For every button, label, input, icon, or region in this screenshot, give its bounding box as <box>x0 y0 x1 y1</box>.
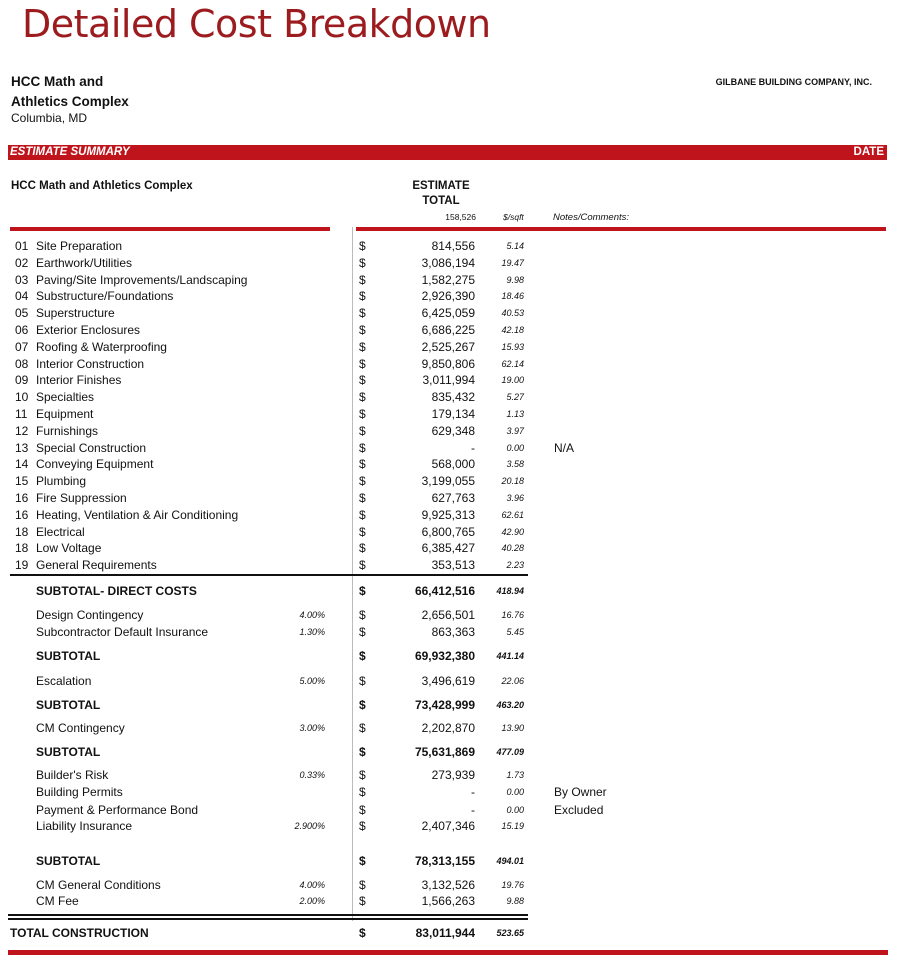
percentage: 2.900% <box>294 821 325 831</box>
table-row <box>0 541 900 557</box>
percentage: 0.33% <box>299 770 325 780</box>
cost-per-sqft: 62.14 <box>501 358 524 369</box>
division-number: 19 <box>15 558 29 573</box>
cost-per-sqft: 5.27 <box>506 392 524 403</box>
line-item-name: SUBTOTAL <box>36 854 101 868</box>
cost-per-sqft: 418.94 <box>496 586 524 596</box>
dollar-sign: $ <box>359 507 366 522</box>
table-row <box>0 674 900 690</box>
division-number: 14 <box>15 457 29 472</box>
table-row <box>0 407 900 423</box>
dollar-sign: $ <box>359 423 366 438</box>
cost-per-sqft: 19.47 <box>501 257 524 268</box>
line-item-name: Fire Suppression <box>36 491 127 505</box>
dollar-sign: $ <box>359 323 366 337</box>
amount: 6,800,765 <box>421 524 475 539</box>
table-row <box>0 273 900 289</box>
division-number: 03 <box>15 272 29 287</box>
line-item-name: SUBTOTAL <box>36 698 101 712</box>
cost-per-sqft: 9.88 <box>506 896 524 906</box>
amount: 1,582,275 <box>421 272 475 287</box>
dollar-sign: $ <box>359 306 366 321</box>
division-number: 11 <box>15 407 28 421</box>
page-title: Detailed Cost Breakdown <box>22 2 491 46</box>
line-item-name: Interior Construction <box>36 356 145 371</box>
table-row <box>0 608 900 624</box>
line-item-name: Liability Insurance <box>36 819 133 833</box>
line-item-name: Specialties <box>36 390 95 405</box>
table-row <box>0 819 900 835</box>
dollar-sign: $ <box>359 457 366 472</box>
line-item-name: General Requirements <box>36 558 157 573</box>
cost-per-sqft: 13.90 <box>501 723 524 733</box>
amount: 69,932,380 <box>414 649 475 663</box>
percentage: 5.00% <box>299 676 325 686</box>
estimate-summary-bar <box>8 145 887 160</box>
total-sqft-value: 523.65 <box>496 928 524 938</box>
table-row <box>0 558 900 574</box>
cost-per-sqft: 42.90 <box>501 526 524 537</box>
cost-per-sqft: 1.13 <box>506 409 524 419</box>
line-item-name: Plumbing <box>36 474 87 489</box>
table-row <box>0 357 900 373</box>
percentage: 3.00% <box>299 723 325 733</box>
amount: 2,926,390 <box>421 289 475 304</box>
amount: 3,086,194 <box>421 255 475 270</box>
amount: 273,939 <box>431 768 475 782</box>
division-number: 18 <box>15 524 29 539</box>
total-dollar: $ <box>359 926 366 940</box>
cost-per-sqft: 18.46 <box>501 291 524 302</box>
line-item-name: Paving/Site Improvements/Landscaping <box>36 272 248 287</box>
dollar-sign: $ <box>359 894 366 908</box>
dollar-sign: $ <box>359 854 366 868</box>
amount: 6,686,225 <box>421 323 475 337</box>
amount: 3,496,619 <box>421 674 475 688</box>
dollar-sign: $ <box>359 339 366 354</box>
total-rule-1 <box>8 914 528 916</box>
dollar-sign: $ <box>359 878 366 892</box>
table-row <box>0 474 900 490</box>
line-item-name: Earthwork/Utilities <box>36 255 133 270</box>
amount: 2,656,501 <box>421 608 475 622</box>
amount: 6,425,059 <box>421 306 475 321</box>
cost-per-sqft: 19.76 <box>501 880 524 890</box>
cost-per-sqft: 16.76 <box>501 610 524 620</box>
percentage: 1.30% <box>299 627 325 637</box>
estimate-header-line1: ESTIMATE <box>412 180 470 192</box>
total-sqft: 158,526 <box>445 212 476 222</box>
table-row <box>0 256 900 272</box>
amount: 627,763 <box>431 491 475 505</box>
division-number: 01 <box>15 239 29 253</box>
table-row <box>0 424 900 440</box>
dollar-sign: $ <box>359 698 366 712</box>
estimate-header-line2: TOTAL <box>422 195 460 207</box>
cost-per-sqft: 19.00 <box>501 375 524 386</box>
line-item-name: Furnishings <box>36 423 99 438</box>
division-number: 12 <box>15 423 29 438</box>
table-row <box>0 785 900 801</box>
division-number: 08 <box>15 356 29 371</box>
dollar-sign: $ <box>359 541 366 556</box>
dollar-sign: $ <box>359 289 366 304</box>
table-row <box>0 698 900 714</box>
amount: 6,385,427 <box>421 541 475 556</box>
dollar-sign: $ <box>359 239 366 253</box>
amount: 73,428,999 <box>414 698 475 712</box>
dollar-sign: $ <box>359 649 366 663</box>
dollar-sign: $ <box>359 721 366 735</box>
cost-per-sqft: 441.14 <box>496 651 524 661</box>
division-number: 18 <box>15 541 29 556</box>
total-amount: 83,011,944 <box>415 926 475 940</box>
header-divider-right <box>356 227 886 231</box>
note: By Owner <box>554 785 607 799</box>
dollar-sign: $ <box>359 491 366 505</box>
cost-per-sqft: 42.18 <box>501 325 524 335</box>
amount: 2,525,267 <box>421 339 475 354</box>
table-row <box>0 721 900 737</box>
cost-per-sqft: 9.98 <box>506 274 524 285</box>
table-row <box>0 878 900 894</box>
amount: 2,407,346 <box>421 819 475 833</box>
dollar-sign: $ <box>359 390 366 405</box>
header-divider-left <box>10 227 330 231</box>
division-number: 16 <box>15 491 29 505</box>
amount: 9,850,806 <box>421 356 475 371</box>
percentage: 2.00% <box>299 896 325 906</box>
line-item-name: Special Construction <box>36 440 147 455</box>
line-item-name: Electrical <box>36 524 85 539</box>
amount: 863,363 <box>431 625 475 639</box>
percentage: 4.00% <box>299 610 325 620</box>
dollar-sign: $ <box>359 524 366 539</box>
table-row <box>0 584 900 600</box>
division-number: 02 <box>15 255 29 270</box>
line-item-name: Substructure/Foundations <box>36 289 174 304</box>
table-row <box>0 894 900 910</box>
amount: 568,000 <box>431 457 475 472</box>
cost-per-sqft: 3.97 <box>506 425 524 436</box>
cost-per-sqft: 22.06 <box>501 676 524 686</box>
project-name-line1: HCC Math and <box>11 74 104 89</box>
amount: 78,313,155 <box>414 854 475 868</box>
cost-per-sqft: 3.58 <box>506 459 524 470</box>
company-name: GILBANE BUILDING COMPANY, INC. <box>715 77 872 87</box>
dollar-sign: $ <box>359 819 366 833</box>
line-item-name: SUBTOTAL- DIRECT COSTS <box>36 584 197 598</box>
table-row <box>0 323 900 339</box>
division-number: 06 <box>15 323 29 337</box>
table-row <box>0 340 900 356</box>
table-row <box>0 854 900 870</box>
estimate-total-header <box>405 179 477 209</box>
dollar-sign: $ <box>359 407 366 421</box>
line-item-name: CM General Conditions <box>36 878 161 892</box>
dollar-sign: $ <box>359 440 366 455</box>
line-item-name: Equipment <box>36 407 94 421</box>
cost-per-sqft: 15.19 <box>501 821 524 831</box>
dollar-sign: $ <box>359 745 366 759</box>
amount: - <box>471 803 475 817</box>
section-name: HCC Math and Athletics Complex <box>11 180 193 192</box>
dollar-sign: $ <box>359 785 366 799</box>
cost-per-sqft: 40.53 <box>501 308 524 319</box>
note: Excluded <box>554 803 604 817</box>
dollar-sign: $ <box>359 373 366 388</box>
dollar-sign: $ <box>359 584 366 598</box>
table-row <box>0 239 900 255</box>
table-row <box>0 457 900 473</box>
line-item-name: Heating, Ventilation & Air Conditioning <box>36 507 239 522</box>
dollar-sign: $ <box>359 558 366 573</box>
line-item-name: Superstructure <box>36 306 115 321</box>
division-number: 10 <box>15 390 29 405</box>
line-item-name: Site Preparation <box>36 239 123 253</box>
table-row <box>0 768 900 784</box>
note: N/A <box>554 440 575 455</box>
table-row <box>0 625 900 641</box>
division-number: 05 <box>15 306 29 321</box>
table-row <box>0 649 900 665</box>
sqft-header: $/sqft <box>503 212 524 222</box>
cost-per-sqft: 463.20 <box>496 700 524 710</box>
table-row <box>0 390 900 406</box>
table-row <box>0 289 900 305</box>
table-row <box>0 745 900 761</box>
dollar-sign: $ <box>359 608 366 622</box>
line-item-name: SUBTOTAL <box>36 745 101 759</box>
division-number: 09 <box>15 373 29 388</box>
line-item-name: Escalation <box>36 674 92 688</box>
total-construction-row <box>0 926 900 942</box>
line-item-name: Subcontractor Default Insurance <box>36 625 209 639</box>
estimate-summary-label: ESTIMATE SUMMARY <box>10 146 130 158</box>
dollar-sign: $ <box>359 356 366 371</box>
amount: 3,199,055 <box>421 474 475 489</box>
date-label: DATE <box>853 146 884 158</box>
dollar-sign: $ <box>359 255 366 270</box>
total-rule-2 <box>8 918 528 920</box>
table-row <box>0 508 900 524</box>
cost-per-sqft: 5.14 <box>506 241 524 251</box>
table-row <box>0 525 900 541</box>
dollar-sign: $ <box>359 768 366 782</box>
project-name <box>11 72 129 112</box>
line-item-name: CM Fee <box>36 894 79 908</box>
amount: 3,132,526 <box>421 878 475 892</box>
cost-per-sqft: 2.23 <box>506 560 524 571</box>
line-item-name: CM Contingency <box>36 721 125 735</box>
division-number: 04 <box>15 289 29 304</box>
dollar-sign: $ <box>359 474 366 489</box>
cost-per-sqft: 5.45 <box>506 627 524 637</box>
division-number: 16 <box>15 507 29 522</box>
total-label: TOTAL CONSTRUCTION <box>10 926 149 940</box>
dollar-sign: $ <box>359 272 366 287</box>
notes-header: Notes/Comments: <box>553 212 630 223</box>
amount: 814,556 <box>431 239 475 253</box>
cost-per-sqft: 0.00 <box>506 442 524 453</box>
amount: 66,412,516 <box>414 584 475 598</box>
cost-per-sqft: 0.00 <box>506 805 524 815</box>
amount: 353,513 <box>431 558 475 573</box>
line-item-name: Builder's Risk <box>36 768 109 782</box>
amount: - <box>471 785 475 799</box>
division-number: 13 <box>15 440 29 455</box>
table-row <box>0 306 900 322</box>
table-row <box>0 803 900 819</box>
percentage: 4.00% <box>299 880 325 890</box>
cost-per-sqft: 0.00 <box>506 787 524 797</box>
divisions-bottom-rule <box>10 574 528 576</box>
line-item-name: Exterior Enclosures <box>36 323 141 337</box>
cost-per-sqft: 1.73 <box>506 770 524 780</box>
amount: 2,202,870 <box>421 721 475 735</box>
line-item-name: Roofing & Waterproofing <box>36 339 167 354</box>
dollar-sign: $ <box>359 674 366 688</box>
amount: 179,134 <box>431 407 475 421</box>
cost-per-sqft: 20.18 <box>501 476 524 487</box>
project-location: Columbia, MD <box>11 111 88 125</box>
line-item-name: Low Voltage <box>36 541 102 556</box>
amount: 1,566,263 <box>421 894 475 908</box>
table-row <box>0 441 900 457</box>
amount: 3,011,994 <box>422 373 475 388</box>
dollar-sign: $ <box>359 625 366 639</box>
amount: 75,631,869 <box>414 745 475 759</box>
cost-per-sqft: 3.96 <box>506 493 524 503</box>
line-item-name: Building Permits <box>36 785 123 799</box>
cost-per-sqft: 40.28 <box>501 543 524 554</box>
project-name-line2: Athletics Complex <box>11 94 129 109</box>
cost-per-sqft: 494.01 <box>496 856 524 866</box>
table-row <box>0 373 900 389</box>
dollar-sign: $ <box>359 803 366 817</box>
amount: 9,925,313 <box>421 507 475 522</box>
amount: 629,348 <box>431 423 475 438</box>
line-item-name: Conveying Equipment <box>36 457 154 472</box>
cost-per-sqft: 15.93 <box>501 341 524 352</box>
line-item-name: Payment & Performance Bond <box>36 803 199 817</box>
cost-per-sqft: 62.61 <box>501 509 524 520</box>
division-number: 15 <box>15 474 29 489</box>
amount: 835,432 <box>431 390 475 405</box>
line-item-name: SUBTOTAL <box>36 649 101 663</box>
line-item-name: Interior Finishes <box>36 373 122 388</box>
line-item-name: Design Contingency <box>36 608 144 622</box>
table-row <box>0 491 900 507</box>
amount: - <box>471 440 475 455</box>
bottom-rule <box>8 950 888 955</box>
division-number: 07 <box>15 339 29 354</box>
cost-per-sqft: 477.09 <box>496 747 524 757</box>
